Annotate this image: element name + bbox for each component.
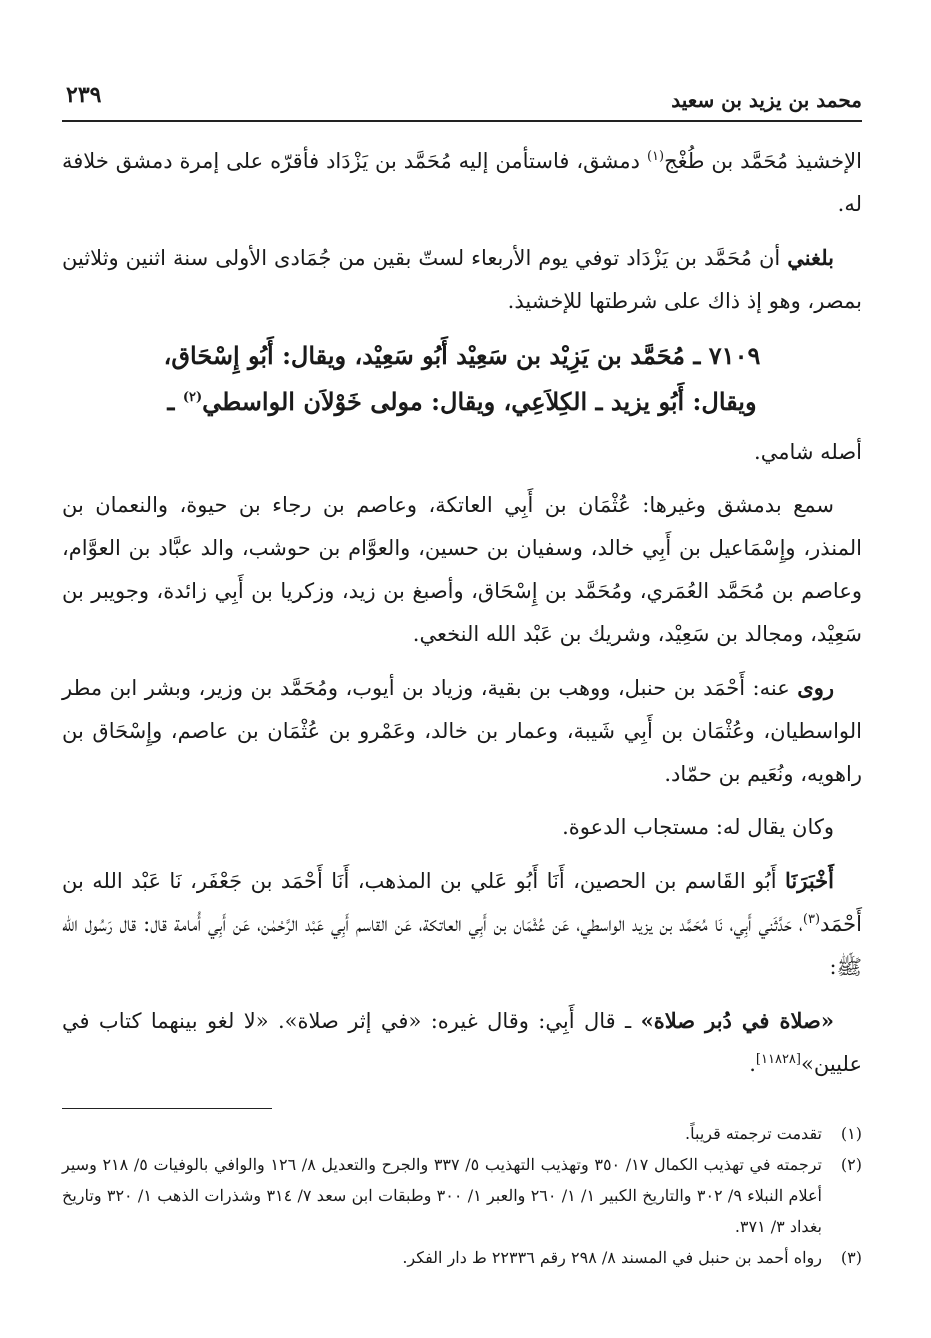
balaghani-lead: بلغني — [787, 245, 834, 270]
page-number: ٢٣٩ — [66, 82, 102, 108]
hadith-quote-2: «في إثر صلاة» — [284, 1009, 422, 1033]
entry-end: ـ — [167, 387, 183, 416]
narrated-rest: عنه: أَحْمَد بن حنبل، ووهب بن بقية، وزياد بن أيوب، ومُحَمَّد بن وزير، وبشر ابن مطر الواسطيان، وعُثْمَان بن أَبِي شَيبة، وعمار بن خالد، وعَمْرو بن عُثْمَان بن عاصم، وإِسْحَاق بن راهويه، ونُعَيم بن حمّاد. — [62, 676, 862, 786]
header-rule — [62, 120, 862, 122]
footnote-ref-2[interactable]: (٢) — [182, 390, 203, 405]
footnote-number: (٢) — [840, 1155, 862, 1174]
footnote-number: (١) — [840, 1124, 862, 1143]
paragraph-narrated-by — [62, 666, 862, 796]
paragraph-isnad — [62, 859, 862, 989]
hadith-quote-1: «صلاة في دُبر صلاة» — [640, 1008, 834, 1033]
running-header — [62, 78, 862, 118]
footnote-ref-1[interactable]: (١) — [646, 149, 665, 164]
footnote-3 — [62, 1242, 862, 1273]
footnote-1 — [62, 1118, 862, 1149]
hadith-mid-2: . — [268, 1009, 285, 1033]
footnote-text: تقدمت ترجمته قريباً. — [685, 1124, 822, 1143]
footnote-text: رواه أحمد بن حنبل في المسند ٨/ ٢٩٨ رقم ٢٢٣٣٦ ط دار الفكر. — [402, 1248, 822, 1267]
entry-line-1: ٧١٠٩ ـ مُحَمَّد بن يَزِيْد بن سَعِيْد أَبُو سَعِيْد، ويقال: أَبُو إِسْحَاق، — [163, 341, 761, 370]
p1-rest: دمشق، فاستأمن إليه مُحَمَّد بن يَزْدَاد فأقرّه على إمرة دمشق خلافة له. — [62, 149, 862, 216]
footnotes — [62, 1118, 862, 1273]
narrated-lead: روى — [797, 675, 834, 700]
hadith-quote-3: «لا لغو بينهما كتاب في عليين» — [62, 1009, 862, 1076]
paragraph-heard-from: سمع بدمشق وغيرها: عُثْمَان بن أَبِي العاتكة، وعاصم بن رجاء بن حيوة، والنعمان بن المنذر، وإِسْمَاعيل بن أَبِي خالد، وسفيان بن حسين، والعوَّام بن حوشب، والد عبَّاد بن العوَّام، وعاصم بن مُحَمَّد العُمَري، ومُحَمَّد بن إِسْحَاق، وأصبغ بن زيد، وزكريا بن أَبِي زائدة، وجويبر بن سَعِيْد، ومجالد بن سَعِيْد، وشريك بن عَبْد الله النخعي. — [62, 493, 862, 646]
paragraph-ikhshid — [62, 140, 862, 226]
footnote-rule — [62, 1108, 272, 1109]
isnad-part-1: أَبُو القَاسم بن الحصين، أَنَا أَبُو عَلي بن المذهب، أَنَا أَحْمَد بن جَعْفَر، نَا عَبْد الله بن أَحْمَد — [62, 869, 862, 936]
isnad-lead: أَخْبَرَنَا — [785, 868, 834, 893]
header-title: محمد بن يزيد بن سعيد — [671, 88, 862, 112]
hadith-end: . — [749, 1052, 756, 1076]
origin-line: أصله شامي. — [754, 440, 862, 464]
footnote-number: (٣) — [840, 1248, 862, 1267]
footnote-ref-3[interactable]: (٣) — [802, 912, 821, 927]
footnote-text: ترجمته في تهذيب الكمال ١٧/ ٣٥٠ وتهذيب التهذيب ٥/ ٣٣٧ والجرح والتعديل ٨/ ١٢٦ والوافي بالوفيات ٥/ ٢١٨ وسير أعلام النبلاء ٩/ ٣٠٢ والتاريخ الكبير ١/ ١/ ٢٦٠ والعبر ١/ ٣٠٠ وطبقات ابن سعد ٧/ ٣١٤ وشذرات الذهب ١/ ٣٢٠ وتاريخ بغداد ٣/ ٣٧١. — [62, 1155, 823, 1236]
entry-line-2: ويقال: أَبُو يزيد ـ الكِلاَعِي، ويقال: مولى خَوْلاَن الواسطي — [202, 387, 757, 416]
book-page — [62, 0, 862, 1338]
biography-entry-heading — [62, 333, 862, 425]
paragraph-hadith — [62, 999, 862, 1086]
p2-rest: أن مُحَمَّد بن يَزْدَاد توفي يوم الأربعاء لستّ بقين من جُمَادى الأولى سنة اثنين وثلاثين بمصر، وهو إذ ذاك على شرطتها للإخشيذ. — [62, 246, 862, 313]
paragraph-called: وكان يقال له: مستجاب الدعوة. — [562, 815, 834, 839]
hadith-number: [١١٨٢٨] — [755, 1052, 801, 1067]
footnote-2 — [62, 1149, 862, 1242]
paragraph-death-report — [62, 236, 862, 323]
hadith-mid: ـ قال أَبِي: وقال غيره: — [421, 1009, 641, 1033]
p1-text: الإخشيذ مُحَمَّد بن طُغْج — [664, 149, 862, 173]
body-text — [62, 140, 862, 1096]
isnad-part-2: ، حَدَّثَني أَبِي، نَا مُحَمَّد بن يزيد الواسطي، عَن عُثْمَان بن أَبِي العاتكة، عَن القاسم أَبِي عَبْد الرَّحْمٰن، عَن أَبِي أُمامة قال: قال رَسُول الله ﷺ: — [62, 912, 862, 979]
